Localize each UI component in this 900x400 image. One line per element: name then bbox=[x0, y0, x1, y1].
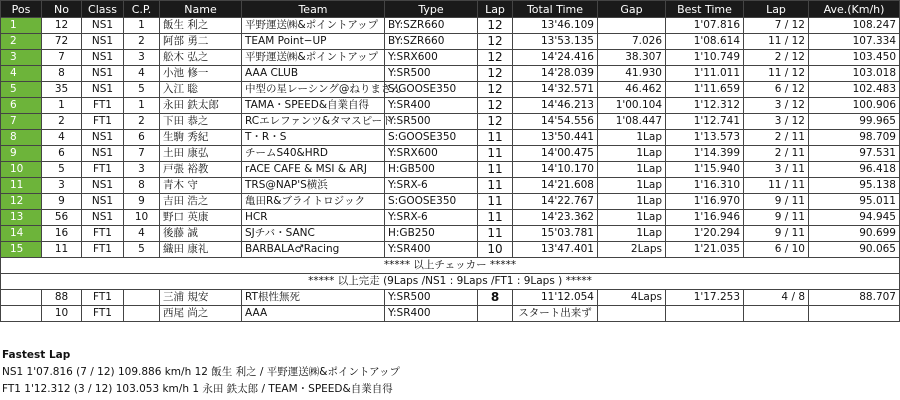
cell-team: 平野運送㈱&ポイントアップ bbox=[242, 18, 385, 34]
cell-total: 15'03.781 bbox=[513, 226, 598, 242]
cell-no: 4 bbox=[42, 130, 82, 146]
cell-best: 1'11.659 bbox=[666, 82, 744, 98]
cell-blap: 9 / 11 bbox=[744, 210, 809, 226]
cell-type: Y:SR500 bbox=[385, 66, 478, 82]
cell-name: 吉田 浩之 bbox=[160, 194, 242, 210]
cell-gap: 1'08.447 bbox=[598, 114, 666, 130]
column-header: Lap bbox=[478, 1, 513, 18]
cell-no: 7 bbox=[42, 50, 82, 66]
cell-ave: 90.065 bbox=[809, 242, 900, 258]
cell-no: 1 bbox=[42, 98, 82, 114]
cell-gap: 2Laps bbox=[598, 242, 666, 258]
cell-pos: 13 bbox=[1, 210, 42, 226]
cell-team: TRS@NAP'S横浜 bbox=[242, 178, 385, 194]
cell-total: 14'28.039 bbox=[513, 66, 598, 82]
cell-pos: 4 bbox=[1, 66, 42, 82]
cell-ave: 98.709 bbox=[809, 130, 900, 146]
cell-name: 土田 康弘 bbox=[160, 146, 242, 162]
result-row bbox=[1, 18, 900, 34]
cell-ave: 96.418 bbox=[809, 162, 900, 178]
cell-type: Y:SR500 bbox=[385, 290, 478, 306]
cell-blap: 2 / 11 bbox=[744, 130, 809, 146]
cell-team: BARBALA♂Racing bbox=[242, 242, 385, 258]
cell-ave: 94.945 bbox=[809, 210, 900, 226]
cell-pos: 9 bbox=[1, 146, 42, 162]
cell-cls: FT1 bbox=[82, 162, 124, 178]
cell-team: 亀田R&ブライトロジック bbox=[242, 194, 385, 210]
cell-lap: 11 bbox=[478, 162, 513, 178]
cell-cp: 2 bbox=[124, 114, 160, 130]
cell-lap: 12 bbox=[478, 114, 513, 130]
column-header: Best Time bbox=[666, 1, 744, 18]
cell-best: 1'16.946 bbox=[666, 210, 744, 226]
finish-banner-row bbox=[1, 274, 900, 290]
cell-name: 永田 鉄太郎 bbox=[160, 98, 242, 114]
cell-pos: 8 bbox=[1, 130, 42, 146]
cell-total: 13'53.135 bbox=[513, 34, 598, 50]
cell-cls: NS1 bbox=[82, 66, 124, 82]
cell-total: 14'10.170 bbox=[513, 162, 598, 178]
cell-team: 平野運送㈱&ポイントアップ bbox=[242, 50, 385, 66]
cell-cls: NS1 bbox=[82, 130, 124, 146]
cell-lap: 11 bbox=[478, 226, 513, 242]
column-header: Name bbox=[160, 1, 242, 18]
cell-name: 入江 聡 bbox=[160, 82, 242, 98]
cell-blap: 6 / 10 bbox=[744, 242, 809, 258]
cell-total: 13'46.109 bbox=[513, 18, 598, 34]
cell-cp: 7 bbox=[124, 146, 160, 162]
cell-type: BY:SZR660 bbox=[385, 18, 478, 34]
cell-name: 小池 修一 bbox=[160, 66, 242, 82]
cell-lap bbox=[478, 306, 513, 322]
fastest-lap-title: Fastest Lap bbox=[2, 349, 71, 361]
column-header: Class bbox=[82, 1, 124, 18]
cell-blap: 2 / 11 bbox=[744, 146, 809, 162]
cell-name: 戸張 裕教 bbox=[160, 162, 242, 178]
cell-pos: 15 bbox=[1, 242, 42, 258]
cell-name: 野口 英康 bbox=[160, 210, 242, 226]
cell-best bbox=[666, 306, 744, 322]
cell-gap: 1Lap bbox=[598, 210, 666, 226]
cell-ave: 99.965 bbox=[809, 114, 900, 130]
cell-no: 11 bbox=[42, 242, 82, 258]
cell-gap: 1Lap bbox=[598, 130, 666, 146]
cell-ave: 100.906 bbox=[809, 98, 900, 114]
cell-type: Y:SRX600 bbox=[385, 146, 478, 162]
cell-lap: 11 bbox=[478, 130, 513, 146]
cell-total: スタート出来ず bbox=[513, 306, 598, 322]
cell-no: 5 bbox=[42, 162, 82, 178]
cell-best: 1'17.253 bbox=[666, 290, 744, 306]
cell-lap: 12 bbox=[478, 50, 513, 66]
cell-cls: FT1 bbox=[82, 290, 124, 306]
cell-pos: 11 bbox=[1, 178, 42, 194]
cell-ave: 95.011 bbox=[809, 194, 900, 210]
cell-name: 舩木 弘之 bbox=[160, 50, 242, 66]
cell-best: 1'10.749 bbox=[666, 50, 744, 66]
cell-total: 13'50.441 bbox=[513, 130, 598, 146]
cell-team: RT根性無死 bbox=[242, 290, 385, 306]
cell-name: 阿部 勇二 bbox=[160, 34, 242, 50]
result-row bbox=[1, 194, 900, 210]
cell-ave: 102.483 bbox=[809, 82, 900, 98]
cell-no: 88 bbox=[42, 290, 82, 306]
cell-name: 生駒 秀紀 bbox=[160, 130, 242, 146]
cell-name: 後藤 誠 bbox=[160, 226, 242, 242]
cell-cls: NS1 bbox=[82, 50, 124, 66]
cell-gap: 1Lap bbox=[598, 194, 666, 210]
cell-ave bbox=[809, 306, 900, 322]
cell-lap: 12 bbox=[478, 34, 513, 50]
cell-lap: 12 bbox=[478, 82, 513, 98]
cell-pos: 12 bbox=[1, 194, 42, 210]
cell-total: 14'54.556 bbox=[513, 114, 598, 130]
cell-no: 72 bbox=[42, 34, 82, 50]
cell-cp bbox=[124, 306, 160, 322]
cell-pos: 6 bbox=[1, 98, 42, 114]
cell-type: H:GB250 bbox=[385, 226, 478, 242]
cell-best: 1'15.940 bbox=[666, 162, 744, 178]
result-row bbox=[1, 130, 900, 146]
cell-gap: 4Laps bbox=[598, 290, 666, 306]
column-header: Ave.(Km/h) bbox=[809, 1, 900, 18]
cell-no: 9 bbox=[42, 194, 82, 210]
cell-no: 3 bbox=[42, 178, 82, 194]
cell-best: 1'16.310 bbox=[666, 178, 744, 194]
cell-gap bbox=[598, 18, 666, 34]
cell-type: Y:SRX-6 bbox=[385, 178, 478, 194]
column-header: No bbox=[42, 1, 82, 18]
cell-cls: NS1 bbox=[82, 210, 124, 226]
column-header: Team bbox=[242, 1, 385, 18]
result-row bbox=[1, 178, 900, 194]
cell-ave: 107.334 bbox=[809, 34, 900, 50]
cell-blap: 9 / 11 bbox=[744, 194, 809, 210]
cell-cp bbox=[124, 290, 160, 306]
cell-type: Y:SR400 bbox=[385, 242, 478, 258]
cell-gap: 7.026 bbox=[598, 34, 666, 50]
cell-gap: 1'00.104 bbox=[598, 98, 666, 114]
cell-lap: 10 bbox=[478, 242, 513, 258]
cell-blap: 3 / 11 bbox=[744, 162, 809, 178]
cell-lap: 11 bbox=[478, 210, 513, 226]
cell-lap: 12 bbox=[478, 98, 513, 114]
result-row bbox=[1, 146, 900, 162]
cell-pos: 10 bbox=[1, 162, 42, 178]
result-row bbox=[1, 162, 900, 178]
column-header: C.P. bbox=[124, 1, 160, 18]
cell-blap: 6 / 12 bbox=[744, 82, 809, 98]
cell-gap: 1Lap bbox=[598, 226, 666, 242]
cell-best: 1'13.573 bbox=[666, 130, 744, 146]
cell-ave: 103.450 bbox=[809, 50, 900, 66]
results-body bbox=[1, 18, 900, 322]
finish-banner: ***** 以上完走 (9Laps /NS1 : 9Laps /FT1 : 9Laps ) ***** bbox=[1, 274, 900, 290]
result-row bbox=[1, 82, 900, 98]
cell-cls: NS1 bbox=[82, 178, 124, 194]
fastest-lap-section bbox=[2, 347, 400, 398]
cell-cp: 2 bbox=[124, 34, 160, 50]
cell-type: S:GOOSE350 bbox=[385, 130, 478, 146]
cell-cls: FT1 bbox=[82, 242, 124, 258]
cell-lap: 12 bbox=[478, 66, 513, 82]
cell-best: 1'12.312 bbox=[666, 98, 744, 114]
cell-no: 12 bbox=[42, 18, 82, 34]
cell-type: BY:SZR660 bbox=[385, 34, 478, 50]
cell-cp: 9 bbox=[124, 194, 160, 210]
cell-no: 16 bbox=[42, 226, 82, 242]
cell-team: rACE CAFE & MSI & ARJ bbox=[242, 162, 385, 178]
cell-cls: NS1 bbox=[82, 18, 124, 34]
cell-best: 1'11.011 bbox=[666, 66, 744, 82]
cell-name: 織田 康礼 bbox=[160, 242, 242, 258]
nonfinish-row bbox=[1, 290, 900, 306]
cell-pos bbox=[1, 306, 42, 322]
cell-no: 6 bbox=[42, 146, 82, 162]
cell-no: 10 bbox=[42, 306, 82, 322]
cell-cls: NS1 bbox=[82, 34, 124, 50]
cell-cp: 4 bbox=[124, 66, 160, 82]
header-row bbox=[1, 1, 900, 18]
cell-pos: 2 bbox=[1, 34, 42, 50]
cell-best: 1'14.399 bbox=[666, 146, 744, 162]
cell-ave: 103.018 bbox=[809, 66, 900, 82]
cell-cls: FT1 bbox=[82, 98, 124, 114]
cell-blap bbox=[744, 306, 809, 322]
cell-cp: 4 bbox=[124, 226, 160, 242]
cell-gap: 41.930 bbox=[598, 66, 666, 82]
cell-total: 13'47.401 bbox=[513, 242, 598, 258]
cell-type: Y:SR400 bbox=[385, 98, 478, 114]
result-row bbox=[1, 242, 900, 258]
cell-best: 1'20.294 bbox=[666, 226, 744, 242]
column-header: Gap bbox=[598, 1, 666, 18]
cell-cls: NS1 bbox=[82, 194, 124, 210]
cell-blap: 9 / 11 bbox=[744, 226, 809, 242]
cell-total: 14'22.767 bbox=[513, 194, 598, 210]
cell-cp: 1 bbox=[124, 18, 160, 34]
cell-team: TAMA・SPEED&自業自得 bbox=[242, 98, 385, 114]
cell-name: 西尾 尚之 bbox=[160, 306, 242, 322]
column-header: Pos bbox=[1, 1, 42, 18]
cell-team: AAA CLUB bbox=[242, 66, 385, 82]
nonfinish-row bbox=[1, 306, 900, 322]
cell-pos: 3 bbox=[1, 50, 42, 66]
result-row bbox=[1, 98, 900, 114]
cell-no: 2 bbox=[42, 114, 82, 130]
checker-banner-row bbox=[1, 258, 900, 274]
cell-cp: 5 bbox=[124, 82, 160, 98]
cell-no: 56 bbox=[42, 210, 82, 226]
cell-cls: FT1 bbox=[82, 306, 124, 322]
result-row bbox=[1, 66, 900, 82]
cell-cls: NS1 bbox=[82, 146, 124, 162]
cell-team: HCR bbox=[242, 210, 385, 226]
cell-blap: 7 / 12 bbox=[744, 18, 809, 34]
cell-ave: 95.138 bbox=[809, 178, 900, 194]
cell-team: T・R・S bbox=[242, 130, 385, 146]
result-row bbox=[1, 34, 900, 50]
cell-team: チームS40&HRD bbox=[242, 146, 385, 162]
cell-blap: 11 / 12 bbox=[744, 34, 809, 50]
cell-blap: 11 / 11 bbox=[744, 178, 809, 194]
cell-lap: 11 bbox=[478, 178, 513, 194]
result-row bbox=[1, 50, 900, 66]
cell-cp: 3 bbox=[124, 50, 160, 66]
cell-ave: 88.707 bbox=[809, 290, 900, 306]
cell-type: Y:SRX600 bbox=[385, 50, 478, 66]
cell-type: S:GOOSE350 bbox=[385, 82, 478, 98]
cell-blap: 3 / 12 bbox=[744, 114, 809, 130]
column-header: Type bbox=[385, 1, 478, 18]
cell-best: 1'08.614 bbox=[666, 34, 744, 50]
cell-lap: 8 bbox=[478, 290, 513, 306]
cell-total: 14'32.571 bbox=[513, 82, 598, 98]
cell-gap bbox=[598, 306, 666, 322]
result-row bbox=[1, 210, 900, 226]
cell-name: 飯生 利之 bbox=[160, 18, 242, 34]
result-row bbox=[1, 226, 900, 242]
cell-gap: 1Lap bbox=[598, 146, 666, 162]
cell-no: 35 bbox=[42, 82, 82, 98]
cell-gap: 1Lap bbox=[598, 162, 666, 178]
cell-best: 1'12.741 bbox=[666, 114, 744, 130]
cell-lap: 11 bbox=[478, 194, 513, 210]
cell-cls: NS1 bbox=[82, 82, 124, 98]
cell-name: 青木 守 bbox=[160, 178, 242, 194]
cell-blap: 3 / 12 bbox=[744, 98, 809, 114]
cell-cp: 1 bbox=[124, 98, 160, 114]
cell-lap: 12 bbox=[478, 18, 513, 34]
cell-best: 1'21.035 bbox=[666, 242, 744, 258]
cell-cp: 3 bbox=[124, 162, 160, 178]
cell-best: 1'07.816 bbox=[666, 18, 744, 34]
fastest-lap-ns1: NS1 1'07.816 (7 / 12) 109.886 km/h 12 飯生 利之 / 平野運送㈱&ポイントアップ bbox=[2, 366, 400, 378]
column-header: Lap bbox=[744, 1, 809, 18]
cell-team: TEAM Point−UP bbox=[242, 34, 385, 50]
cell-total: 14'21.608 bbox=[513, 178, 598, 194]
cell-type: H:GB500 bbox=[385, 162, 478, 178]
cell-lap: 11 bbox=[478, 146, 513, 162]
cell-cp: 10 bbox=[124, 210, 160, 226]
cell-team: AAA bbox=[242, 306, 385, 322]
cell-blap: 2 / 12 bbox=[744, 50, 809, 66]
cell-cp: 5 bbox=[124, 242, 160, 258]
cell-type: Y:SR500 bbox=[385, 114, 478, 130]
cell-team: SJチバ・SANC bbox=[242, 226, 385, 242]
cell-cls: FT1 bbox=[82, 114, 124, 130]
result-row bbox=[1, 114, 900, 130]
cell-total: 11'12.054 bbox=[513, 290, 598, 306]
cell-team: RCエレファンツ&タマスピード bbox=[242, 114, 385, 130]
cell-ave: 97.531 bbox=[809, 146, 900, 162]
cell-blap: 11 / 12 bbox=[744, 66, 809, 82]
cell-cp: 8 bbox=[124, 178, 160, 194]
cell-pos: 5 bbox=[1, 82, 42, 98]
cell-total: 14'23.362 bbox=[513, 210, 598, 226]
cell-blap: 4 / 8 bbox=[744, 290, 809, 306]
cell-type: S:GOOSE350 bbox=[385, 194, 478, 210]
cell-cp: 6 bbox=[124, 130, 160, 146]
cell-gap: 1Lap bbox=[598, 178, 666, 194]
cell-pos bbox=[1, 290, 42, 306]
cell-name: 三浦 規安 bbox=[160, 290, 242, 306]
fastest-lap-ft1: FT1 1'12.312 (3 / 12) 103.053 km/h 1 永田 鉄太郎 / TEAM・SPEED&自業自得 bbox=[2, 383, 393, 395]
cell-pos: 14 bbox=[1, 226, 42, 242]
column-header: Total Time bbox=[513, 1, 598, 18]
cell-cls: FT1 bbox=[82, 226, 124, 242]
cell-ave: 90.699 bbox=[809, 226, 900, 242]
cell-ave: 108.247 bbox=[809, 18, 900, 34]
cell-pos: 1 bbox=[1, 18, 42, 34]
cell-team: 中型の星レーシング@ねりまさん bbox=[242, 82, 385, 98]
cell-type: Y:SRX-6 bbox=[385, 210, 478, 226]
cell-pos: 7 bbox=[1, 114, 42, 130]
cell-gap: 38.307 bbox=[598, 50, 666, 66]
cell-name: 下田 恭之 bbox=[160, 114, 242, 130]
cell-total: 14'46.213 bbox=[513, 98, 598, 114]
cell-total: 14'00.475 bbox=[513, 146, 598, 162]
cell-best: 1'16.970 bbox=[666, 194, 744, 210]
cell-gap: 46.462 bbox=[598, 82, 666, 98]
cell-type: Y:SR400 bbox=[385, 306, 478, 322]
cell-no: 8 bbox=[42, 66, 82, 82]
cell-total: 14'24.416 bbox=[513, 50, 598, 66]
checker-banner: ***** 以上チェッカー ***** bbox=[1, 258, 900, 274]
